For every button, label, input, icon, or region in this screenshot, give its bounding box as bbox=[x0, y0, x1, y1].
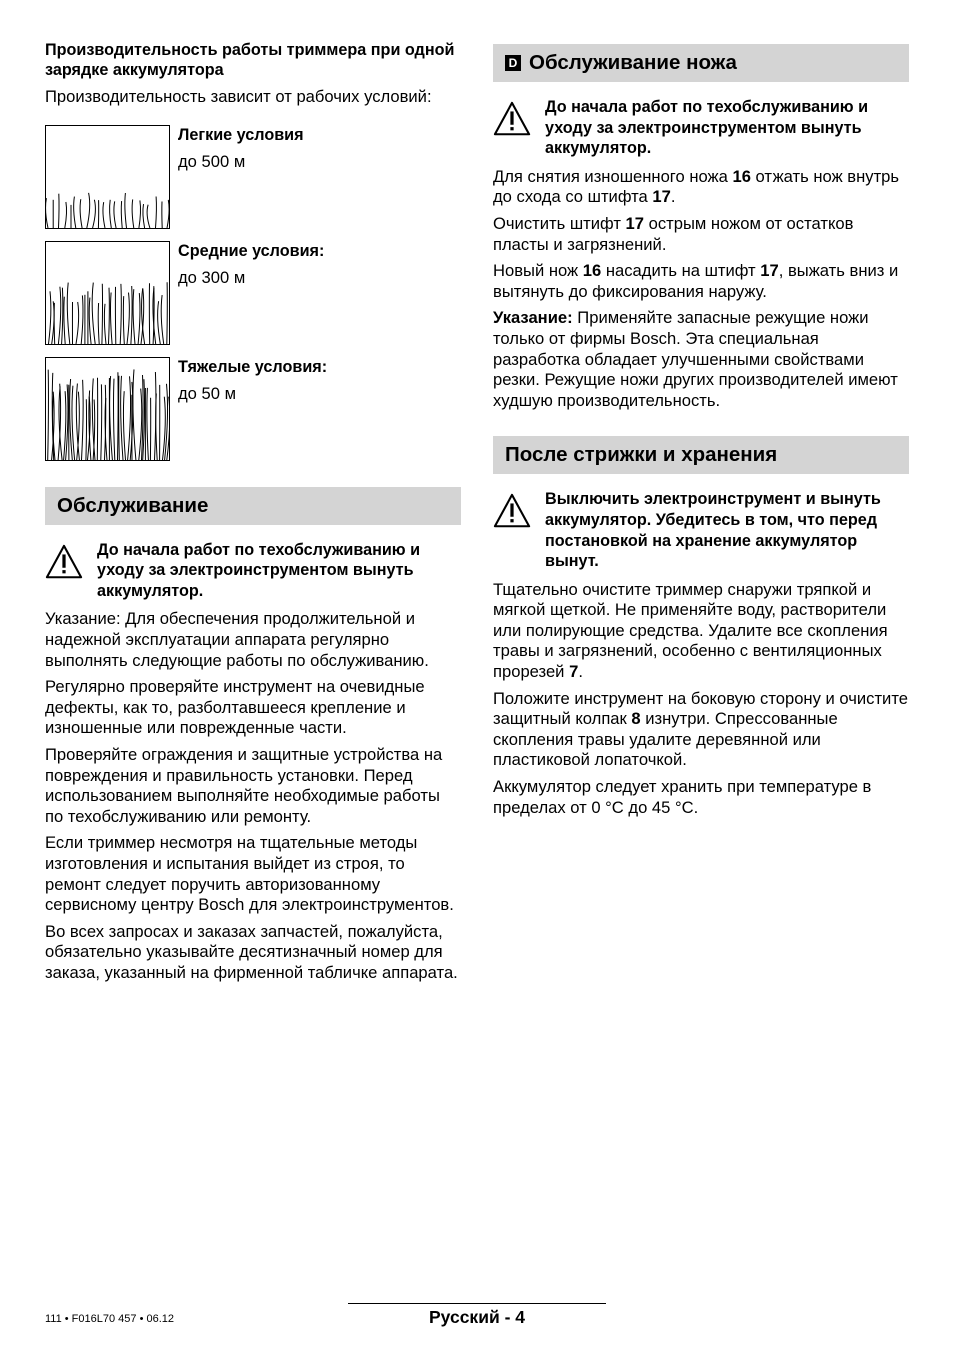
maintenance-paragraph-2: Регулярно проверяйте инструмент на очевидные дефекты, как то, разболтавшееся крепление и изношенные или поврежденные части. bbox=[45, 677, 425, 738]
heavy-grass-image bbox=[45, 357, 170, 461]
maintenance-paragraph-3: Проверяйте ограждения и защитные устройства на повреждения и правильность установки. Перед использованием выполняйте необходимые работы по техобслуживанию или ремонту. bbox=[45, 744, 443, 826]
medium-grass-image bbox=[45, 241, 170, 345]
knife-paragraph-2: Очистить штифт 17 острым ножом от остатков пласты и загрязнений. bbox=[493, 213, 854, 254]
performance-heading: Производительность работы триммера при одной зарядке аккумулятора bbox=[45, 41, 455, 79]
condition-light-value: до 500 м bbox=[178, 151, 246, 171]
section-maintenance-header bbox=[45, 487, 461, 525]
storage-paragraph-3: Аккумулятор следует хранить при температуре в пределах от 0 °C до 45 °C. bbox=[493, 777, 872, 817]
storage-warning-text: Выключить электроинструмент и вынуть аккумулятор. Убедитесь в том, что перед постановкой на хранение аккумулятор вынут. bbox=[545, 490, 881, 571]
condition-heavy-value: до 50 м bbox=[178, 383, 236, 403]
warning-icon bbox=[45, 544, 83, 580]
section-storage-title: После стрижки и хранения bbox=[505, 443, 778, 467]
storage-paragraph-1: Тщательно очистите триммер снаружи тряпкой и мягкой щеткой. Не применяйте воду, растворители или полирующие средства. Удалите все скопления травы и загрязнений, особенно с вентиляционных прорезей 7. bbox=[493, 579, 888, 682]
condition-medium-title: Средние условия: bbox=[178, 241, 325, 260]
footer-page-label: Русский - 4 bbox=[429, 1307, 525, 1327]
condition-light-title: Легкие условия bbox=[178, 125, 304, 144]
knife-paragraph-3: Новый нож 16 насадить на штифт 17, выжать вниз и вытянуть до фиксирования наружу. bbox=[493, 261, 899, 301]
section-storage-header bbox=[493, 436, 909, 474]
warning-icon bbox=[493, 493, 531, 529]
maintenance-paragraph-5: Во всех запросах и заказах запчастей, пожалуйста, обязательно указывайте десятизначный номер для заказа, указанный на фирменной табличке аппарата. bbox=[45, 921, 458, 982]
section-knife-title: Обслуживание ножа bbox=[529, 51, 737, 74]
condition-medium bbox=[45, 241, 461, 357]
maintenance-paragraph-1: Указание: Для обеспечения продолжительной и надежной эксплуатации аппарата регулярно выполнять следующие работы по обслуживанию. bbox=[45, 609, 429, 670]
maintenance-paragraph-4: Если триммер несмотря на тщательные методы изготовления и испытания выйдет из строя, то ремонт следует поручить авторизованному сервисному центру Bosch для электроинструментов. bbox=[45, 833, 454, 915]
maintenance-warning-text: До начала работ по техобслуживанию и уходу за электроинструментом вынуть аккумулятор. bbox=[97, 540, 421, 600]
warning-icon bbox=[493, 101, 531, 137]
light-grass-image bbox=[45, 125, 170, 229]
condition-light bbox=[45, 125, 461, 241]
knife-note: Указание: Применяйте запасные режущие ножи только от фирмы Bosch. Эта специальная разработка обладает улучшенными свойствами резки. Режущие ножи других производителей имеют худшую производительность. bbox=[493, 308, 898, 410]
conditions-list bbox=[45, 125, 461, 473]
condition-heavy-title: Тяжелые условия: bbox=[178, 357, 328, 376]
performance-intro: Производительность зависит от рабочих условий: bbox=[45, 87, 432, 106]
condition-heavy bbox=[45, 357, 461, 473]
condition-medium-value: до 300 м bbox=[178, 267, 246, 287]
knife-warning-text: До начала работ по техобслуживанию и уходу за электроинструментом вынуть аккумулятор. bbox=[545, 98, 869, 158]
section-maintenance-title: Обслуживание bbox=[57, 493, 209, 517]
storage-paragraph-2: Положите инструмент на боковую сторону и очистите защитный колпак 8 изнутри. Спрессованные скопления травы удалите деревянной или пластиковой лопаточкой. bbox=[493, 688, 908, 770]
knife-warning bbox=[493, 97, 909, 159]
footer-document-code: 111 • F016L70 457 • 06.12 bbox=[45, 1313, 175, 1325]
storage-warning bbox=[493, 489, 909, 571]
right-column bbox=[493, 44, 909, 824]
left-column bbox=[45, 40, 461, 989]
section-knife-header bbox=[493, 44, 909, 82]
knife-paragraph-1: Для снятия изношенного ножа 16 отжать нож внутрь до схода со штифта 17. bbox=[493, 166, 900, 207]
footer-rule bbox=[348, 1303, 606, 1304]
figure-d-badge: D bbox=[505, 55, 521, 71]
maintenance-warning bbox=[45, 540, 461, 602]
